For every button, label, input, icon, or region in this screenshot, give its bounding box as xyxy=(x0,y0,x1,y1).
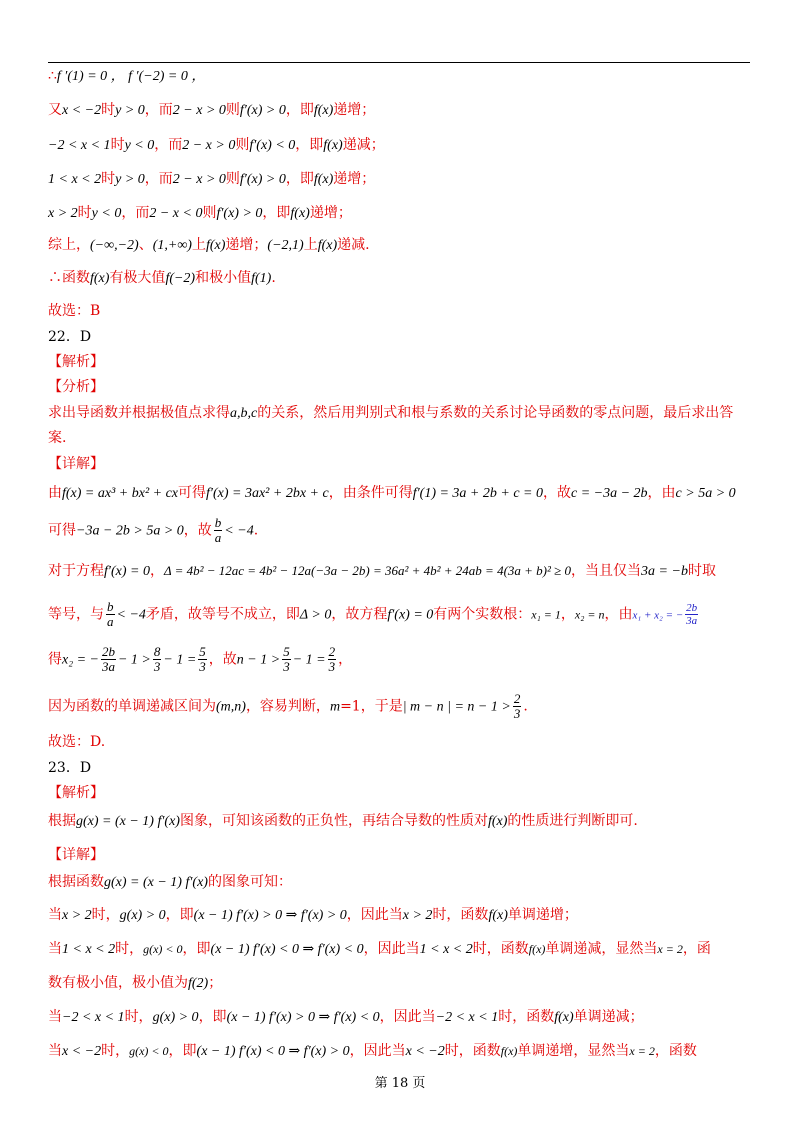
line-23-case-1: 当x > 2时，g(x) > 0，即(x − 1) f′(x) > 0 ⇒ f′(x) > 0，因此当x > 2时，函数f(x)单调递增； xyxy=(48,907,578,923)
line-roots: 等号，与 $\frac{b}{a}$ < −4矛盾，故等号不成立，即Δ > 0，故方程f′(x) = 0有两个实数根：x₁ = 1，x₂ = n，由x₁ + x₂ = − $\frac{2b}{3a}$ xyxy=(48,599,698,629)
therefore-symbol: ∴ xyxy=(48,68,57,84)
line-discriminant: 对于方程f′(x) = 0，Δ = 4b² − 12ac = 4b² − 12a(−3a − 2b) = 36a² + 4b² + 24ab = 4(3a + b)² ≥ 0，当且仅当3a = −b时取 xyxy=(48,563,716,579)
line-detail-2: 可得−3a − 2b > 5a > 0，故 $\frac{b}{a}$ < −4. xyxy=(48,515,259,545)
header-rule xyxy=(48,62,750,63)
line-23-analysis: 根据g(x) = (x − 1) f′(x)图象，可知该函数的正负性，再结合导数的性质对f(x)的性质进行判断即可. xyxy=(48,813,638,829)
fraction-b-over-a: $\frac{b}{a}$ xyxy=(214,515,222,545)
line-interval-1: 又x < −2时y > 0，而2 − x > 0则f′(x) > 0，即f(x)递增； xyxy=(48,102,376,118)
line-conclusion-derivative-zeros xyxy=(48,65,753,88)
line-extrema: ∴函数f(x)有极大值f(−2)和极小值f(1). xyxy=(48,270,276,286)
section-fenxi-label: 【分析】 xyxy=(48,379,104,395)
section-analysis-label: 【解析】 xyxy=(48,785,104,801)
line-23-case-2-cont: 数有极小值，极小值为f(2)； xyxy=(48,975,223,991)
line-x2-estimate: 得x₂ = − $\frac{2b}{3a}$ − 1 > $\frac{8}{3}$ − 1 = $\frac{5}{3}$ ，故n − 1 > $\frac{5}{3}$ − 1 = $\frac{2}{3}$ ， xyxy=(48,644,353,674)
line-23-case-3: 当−2 < x < 1时，g(x) > 0，即(x − 1) f′(x) > 0 ⇒ f′(x) < 0，因此当−2 < x < 1时，函数f(x)单调递减； xyxy=(48,1009,644,1025)
line-23-case-2: 当1 < x < 2时，g(x) < 0，即(x − 1) f′(x) < 0 ⇒ f′(x) < 0，因此当1 < x < 2时，函数f(x)单调递减，显然当x = 2，函 xyxy=(48,941,711,957)
line-detail-1: 由f(x) = ax³ + bx² + cx可得f′(x) = 3ax² + 2bx + c，由条件可得f′(1) = 3a + 2b + c = 0，故c = −3a − 2b，由c > 5a > 0 xyxy=(48,485,736,501)
line-23-graph: 根据函数g(x) = (x − 1) f′(x)的图象可知： xyxy=(48,874,292,890)
line-analysis-text: 求出导函数并根据极值点求得a,b,c的关系，然后用判别式和根与系数的关系讨论导函数的零点问题，最后求出答 xyxy=(48,405,734,421)
line-interval-2: −2 < x < 1时y < 0，而2 − x > 0则f′(x) < 0，即f(x)递减； xyxy=(48,137,385,153)
math-expr: f ′(1) = 0 ， f ′(−2) = 0 ， xyxy=(56,69,206,84)
question-22-heading: 22．D xyxy=(48,329,92,345)
section-detail-label: 【详解】 xyxy=(48,456,104,472)
page-footer: 第 18 页 xyxy=(374,1076,426,1091)
section-analysis-label: 【解析】 xyxy=(48,354,104,370)
line-decreasing-interval: 因为函数的单调递减区间为(m,n)，容易判断，m=1，于是| m − n | = n − 1 > $\frac{2}{3}$ . xyxy=(48,691,528,721)
line-interval-3: 1 < x < 2时y > 0，而2 − x > 0则f′(x) > 0，即f(x)递增； xyxy=(48,171,376,187)
answer-22: 故选：D. xyxy=(48,734,106,750)
line-interval-4: x > 2时y < 0，而2 − x < 0则f′(x) > 0，即f(x)递增； xyxy=(48,205,352,221)
line-summary: 综上，(−∞,−2)、(1,+∞)上f(x)递增；(−2,1)上f(x)递减. xyxy=(48,237,370,253)
line-analysis-cont: 案. xyxy=(48,430,67,446)
answer-21: 故选：B xyxy=(48,303,101,319)
question-23-heading: 23．D xyxy=(48,760,92,776)
fraction-b-over-a: $\frac{b}{a}$ xyxy=(107,599,114,629)
line-23-case-4: 当x < −2时，g(x) < 0，即(x − 1) f′(x) < 0 ⇒ f′(x) > 0，因此当x < −2时，函数f(x)单调递增，显然当x = 2，函数 xyxy=(48,1043,697,1059)
section-detail-label: 【详解】 xyxy=(48,847,104,863)
fraction-2b-over-3a: $\frac{2b}{3a}$ xyxy=(686,602,698,627)
